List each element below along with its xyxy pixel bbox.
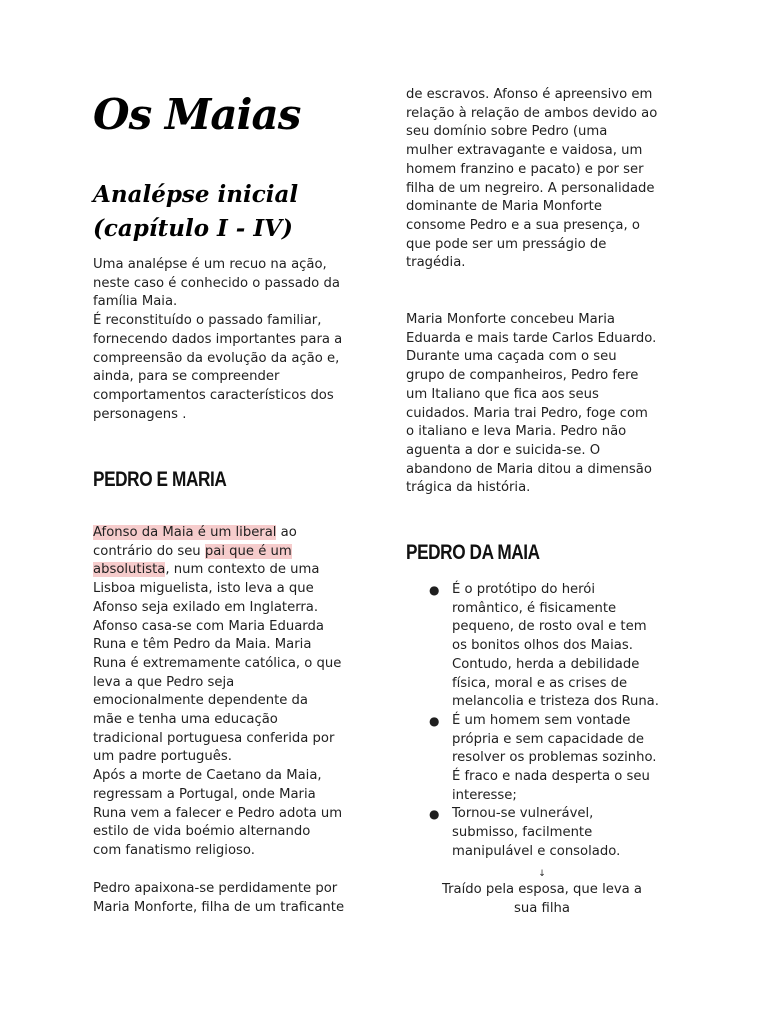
list-item — [406, 712, 678, 806]
text-line: mãe e tenha uma educação — [93, 712, 278, 728]
text-fragment: ao — [276, 525, 297, 540]
text-line: Durante uma caçada com o seu — [406, 349, 617, 365]
text-line: ainda, para se compreender — [93, 369, 280, 385]
text-line: relação à relação de ambos devido ao — [406, 105, 658, 121]
text-line — [93, 543, 365, 562]
text-line: Afonso seja exilado em Inglaterra. — [93, 599, 319, 615]
text-line: um padre português. — [93, 749, 232, 765]
text-line: um Italiano que fica aos seus — [406, 386, 599, 402]
text-line: leva a que Pedro seja — [93, 674, 235, 690]
text-line: Runa é extremamente católica, o que — [93, 655, 342, 671]
monforte-paragraph — [406, 311, 678, 498]
bullet-icon: ● — [429, 713, 440, 728]
text-line: homem franzino e pacato) e por ser — [406, 161, 644, 177]
text-line: neste caso é conhecido o passado da — [93, 275, 340, 291]
text-line: regressam a Portugal, onde Maria — [93, 786, 316, 802]
text-line: É fraco e nada desperta o seu — [452, 769, 650, 785]
heading-pedro-e-maria: PEDRO E MARIA — [93, 468, 227, 491]
text-line: mulher extravagante e vaidosa, um — [406, 143, 643, 159]
text-line: tragédia. — [406, 255, 466, 271]
text-line: melancolia e tristeza dos Runa. — [452, 694, 659, 710]
text-line: cuidados. Maria trai Pedro, foge com — [406, 405, 648, 421]
text-line: grupo de companheiros, Pedro fere — [406, 368, 639, 384]
text-line: Tornou-se vulnerável, — [452, 806, 594, 822]
text-line: Uma analépse é um recuo na ação, — [93, 257, 327, 272]
text-line: interesse; — [452, 787, 517, 803]
section-subtitle — [93, 178, 373, 246]
bullet-icon: ● — [429, 583, 440, 597]
text-line: filha de um negreiro. A personalidade — [406, 180, 655, 196]
arrow-down-icon: ↓ — [538, 869, 546, 879]
text-line: seu domínio sobre Pedro (uma — [406, 124, 608, 140]
text-line: emocionalmente dependente da — [93, 693, 309, 709]
text-line: fornecendo dados importantes para a — [93, 331, 343, 347]
text-line: romântico, é fisicamente — [452, 600, 617, 616]
text-line: sua filha — [514, 900, 570, 916]
text-line: personagens . — [93, 406, 187, 422]
text-line: É um homem sem vontade — [452, 712, 631, 728]
text-line: Pedro apaixona-se perdidamente por — [93, 881, 338, 896]
text-line: de escravos. Afonso é apreensivo em — [406, 87, 653, 102]
text-line: os bonitos olhos dos Maias. — [452, 638, 633, 654]
text-line — [93, 524, 365, 543]
text-line: trágica da história. — [406, 480, 531, 496]
subtitle-line: Analépse inicial — [93, 181, 299, 208]
text-line: com fanatismo religioso. — [93, 842, 255, 858]
text-line: Traído pela esposa, que leva a — [441, 882, 643, 897]
page-title: Os Maias — [93, 90, 301, 139]
text-fragment: , num contexto de uma — [165, 562, 320, 578]
highlight-absolutista: pai que é um — [204, 543, 292, 559]
text-line: Após a morte de Caetano da Maia, — [93, 768, 322, 784]
text-line: manipulável e consolado. — [452, 843, 621, 859]
list-item — [406, 581, 678, 712]
text-line: tradicional portuguesa conferida por — [93, 730, 335, 746]
bullet-icon: ● — [429, 807, 440, 822]
text-line: Maria Monforte, filha de um traficante — [93, 899, 345, 915]
final-note — [406, 881, 678, 918]
text-line: abandono de Maria ditou a dimensão — [406, 461, 652, 477]
text-line: família Maia. — [93, 294, 178, 310]
text-line: Eduarda e mais tarde Carlos Eduardo. — [406, 330, 657, 346]
text-fragment: contrário do seu — [93, 543, 205, 559]
text-line: dominante de Maria Monforte — [406, 199, 602, 215]
text-line: Lisboa miguelista, isto leva a que — [93, 581, 314, 597]
text-line: estilo de vida boémio alternando — [93, 824, 311, 840]
text-line: o italiano e leva Maria. Pedro não — [406, 424, 627, 440]
text-line: resolver os problemas sozinho. — [452, 750, 657, 766]
text-line: compreensão da evolução da ação e, — [93, 350, 340, 366]
text-line: É reconstituído o passado familiar, — [93, 313, 322, 329]
text-line: Runa vem a falecer e Pedro adota um — [93, 805, 343, 821]
highlight-liberal: Afonso da Maia é um liberal — [93, 525, 277, 540]
text-line: submisso, facilmente — [452, 825, 593, 841]
list-item — [406, 805, 678, 861]
subtitle-line: (capítulo I - IV) — [93, 215, 293, 242]
text-line: própria e sem capacidade de — [452, 731, 644, 747]
text-line: Maria Monforte concebeu Maria — [406, 312, 615, 327]
intro-paragraph — [93, 256, 365, 424]
highlight-absolutista: absolutista — [93, 562, 166, 578]
text-line: física, moral e as crises de — [452, 675, 628, 691]
heading-pedro-da-maia: PEDRO DA MAIA — [406, 541, 540, 564]
continuation-paragraph — [406, 86, 678, 273]
afonso-paragraph — [93, 524, 365, 861]
text-line: que pode ser um presságio de — [406, 236, 607, 252]
text-line: É o protótipo do herói — [452, 582, 596, 597]
text-line — [93, 561, 365, 580]
text-line: Runa e têm Pedro da Maia. Maria — [93, 637, 312, 653]
pedro-paragraph — [93, 880, 365, 917]
text-line: Afonso casa-se com Maria Eduarda — [93, 618, 324, 634]
text-line: comportamentos característicos dos — [93, 387, 334, 403]
text-line: aguenta a dor e suicida-se. O — [406, 442, 601, 458]
text-line: Contudo, herda a debilidade — [452, 656, 640, 672]
text-line: consome Pedro e a sua presença, o — [406, 217, 640, 233]
text-line: pequeno, de rosto oval e tem — [452, 619, 647, 635]
traits-list — [406, 581, 678, 862]
